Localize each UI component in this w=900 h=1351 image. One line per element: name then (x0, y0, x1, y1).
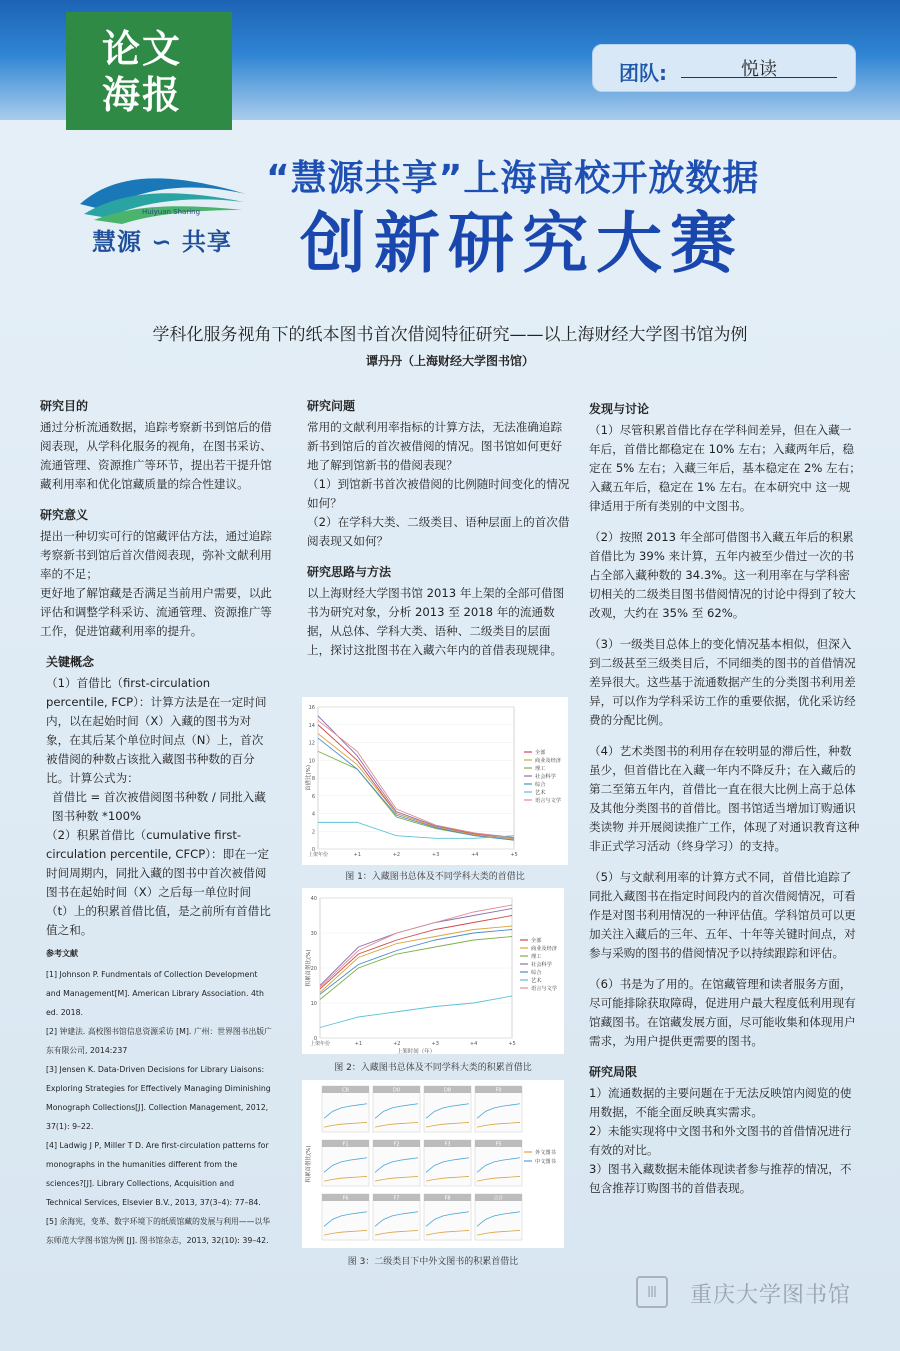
panel-title: F8 (444, 1195, 451, 1202)
meaning-text-2: 更好地了解馆藏是否满足当前用户需要，以此评估和调整学科采访、流通管理、资源推广等工作，促进馆藏利用率的提升。 (40, 586, 272, 638)
meaning-heading: 研究意义 (40, 508, 89, 522)
x-tick-label: +2 (393, 1041, 401, 1047)
method-heading: 研究思路与方法 (307, 565, 392, 579)
x-tick-label: +5 (510, 852, 518, 858)
x-tick-label: +2 (392, 852, 401, 858)
y-axis-label: 首借比(%) (306, 764, 312, 792)
x-tick-label: +5 (508, 1041, 516, 1047)
legend-label: 社会科学 (535, 774, 556, 780)
x-tick-label: 上架年份 (309, 1041, 331, 1047)
x-axis-label: 上架时间（年） (396, 1049, 436, 1054)
y-tick-label: 2 (311, 829, 315, 836)
legend-label: 语言与文学 (535, 798, 561, 804)
concept-cfcp: （2）积累首借比（cumulative first-circulation percentile, CFCP）：即在一定时间周期内，同批入藏的图书中首次被借阅图书在起始时间（X）之后每一单位时间（t）上的积累首借比值，是之前所有首借比值之和。 (46, 828, 271, 937)
x-tick-label: +4 (471, 852, 479, 858)
paper-author: 谭丹丹（上海财经大学图书馆） (365, 354, 534, 368)
figure3-caption: 图 3：二级类目下中外文图书的积累首借比 (347, 1257, 519, 1267)
panel-title: D0 (392, 1087, 401, 1094)
y-tick-label: 8 (311, 776, 315, 782)
panel-title: C8 (342, 1087, 349, 1094)
y-tick-label: 6 (311, 793, 315, 800)
panel-title: F1 (342, 1141, 349, 1148)
legend-label: 中文图书 (535, 1159, 556, 1165)
contest-title-line1: “慧源共享”上海高校开放数据 (266, 158, 760, 199)
limit-3: 3）图书入藏数据未能体现读者参与推荐的情况，不包含推荐订购图书的首借表现。 (589, 1162, 852, 1195)
purpose-heading: 研究目的 (40, 399, 89, 413)
finding-4: （4）艺术类图书的利用存在较明显的滞后性，种数虽少，但首借比在入藏一年内不降反升；在入藏后的第二至第五年内，首借比一直在很大比例上高于总体及其他分类图书的首借比。图书馆适当增加订购通识类读物 并开展阅读推广工作，体现了对通识教育这种非正式学习活动（终身学习）的支持。 (589, 744, 860, 853)
y-tick-label: 40 (310, 896, 317, 902)
team-name: 悦读 (741, 59, 777, 80)
panel-title: 合计 (493, 1195, 504, 1202)
legend-label: 语言与文学 (531, 986, 557, 992)
fcp-formula: 首借比 = 首次被借阅图书种数 / 同批入藏图书种数 *100% (52, 790, 266, 823)
panel-title: F6 (342, 1195, 349, 1202)
figure1-chart (302, 697, 568, 865)
panel-title: F3 (444, 1141, 451, 1148)
x-tick-label: +1 (353, 852, 361, 858)
figure1-caption: 图 1：入藏图书总体及不同学科大类的首借比 (345, 872, 525, 882)
references (46, 944, 272, 1250)
y-axis-label: 积累首借比(%) (306, 949, 312, 987)
legend-label: 商业及经济 (535, 758, 561, 764)
x-tick-label: +4 (469, 1041, 478, 1047)
reference-item: [5] 余海宪，变革、数字环境下的纸质馆藏的发展与利用——以华东师范大学图书馆为例 [J]. 图书馆杂志，2013, 32(10): 39–42. (46, 1217, 271, 1245)
x-tick-label: +1 (354, 1041, 363, 1047)
logo-text: 慧源 ∽ 共享 (92, 228, 232, 256)
legend-label: 综合 (535, 782, 546, 788)
references-heading: 参考文献 (46, 949, 78, 958)
team-label: 团队: (619, 61, 667, 85)
finding-6: （6）书是为了用的。在馆藏管理和读者服务方面，尽可能排除获取障碍，促进用户最大程度低利用现有馆藏图书。在馆藏发展方面，尽可能收集和体现用户需求，为用户提供更需要的图书。 (589, 977, 856, 1048)
y-tick-label: 16 (308, 705, 315, 711)
finding-3: （3）一级类目总体上的变化情况基本相似，但深入到二级甚至三级类目后，不同细类的图书的首借情况差异很大。这些基于流通数据产生的分类图书利用差异，可以作为学科采访工作的重要依据，优化采访经费的分配比例。 (589, 637, 856, 727)
legend-label: 综合 (531, 970, 542, 976)
logo-subtitle: Huiyuan Sharing (142, 208, 201, 216)
y-tick-label: 10 (310, 1001, 317, 1007)
y-tick-label: 30 (310, 931, 317, 937)
y-tick-label: 12 (308, 740, 315, 747)
purpose-text: 通过分析流通数据，追踪考察新书到馆后的借阅表现，从学科化服务的视角，在图书采访、流通管理、资源推广等环节，提出若干提升馆藏利用率和优化馆藏质量的综合性建议。 (40, 420, 272, 491)
method-text: 以上海财经大学图书馆 2013 年上架的全部可借图书为研究对象，分析 2013 至 2018 年的流通数据，从总体、学科大类、语种、二级类目的层面上，探讨这批图书在入藏六年内的首借表现规律。 (307, 586, 565, 657)
findings-heading: 发现与讨论 (589, 402, 650, 416)
reference-item: [2] 钟建法. 高校图书馆信息资源采访 [M]. 广州：世界图书出版广东有限公司, 2014:237 (46, 1027, 272, 1055)
concept-heading: 关键概念 (46, 655, 95, 669)
y-tick-label: 0 (313, 1036, 317, 1042)
meaning-text-1: 提出一种切实可行的馆藏评估方法，通过追踪考察新书到馆后首次借阅表现，弥补文献利用率的不足； (40, 529, 272, 581)
figure2-chart (302, 888, 564, 1054)
legend-label: 艺术 (531, 978, 542, 984)
tag-line2: 海报 (102, 73, 183, 117)
team-underline (681, 77, 837, 78)
tag-line1: 论文 (102, 27, 183, 71)
legend-label: 理工 (535, 766, 546, 772)
y-axis-label: 积累首借比(%) (306, 1145, 312, 1183)
x-tick-label: +3 (431, 1041, 439, 1047)
question-item-1: （1）到馆新书首次被借阅的比例随时间变化的情况如何？ (307, 477, 570, 510)
finding-5: （5）与文献利用率的计算方式不同，首借比追踪了同批入藏图书在指定时间段内的首次借阅情况，可看作是对图书利用情况的一种评估值。学科馆员可以更加关注入藏后的三年、五年、十年等关键时间点，对参与采购的图书的借阅情况予以持续跟踪和评估。 (589, 870, 856, 960)
legend-label: 社会科学 (531, 962, 552, 968)
column-right (589, 400, 861, 1198)
reference-item: [1] Johnson P. Fundmentals of Collection Development and Management[M]. American Library Association. 4th ed. 2018. (46, 970, 264, 1017)
y-tick-label: 0 (311, 847, 315, 853)
reference-item: [3] Jensen K. Data-Driven Decisions for Library Liaisons: Exploring Strategies for Effectively Managing Diminishing Monograph Collections[J]. Collection Management, 2012, 37(1): 9–22. (46, 1065, 271, 1131)
panel-title: F5 (495, 1141, 502, 1148)
question-heading: 研究问题 (307, 399, 356, 413)
question-text: 常用的文献利用率指标的计算方法，无法准确追踪新书到馆后的首次被借阅的情况。图书馆如何更好地了解到馆新书的借阅表现？ (307, 420, 563, 472)
column-middle (307, 397, 573, 660)
legend-label: 外文图书 (535, 1150, 556, 1156)
legend-label: 理工 (531, 954, 542, 960)
finding-1: （1）尽管积累首借比存在学科间差异，但在入藏一年后，首借比都稳定在 10% 左右；入藏两年后，稳定在 5% 左右；入藏三年后，基本稳定在 2% 左右；入藏五年后，稳定在 1% 左右。在本研究中 这一规律适用于所有类别的中文图书。 (589, 423, 861, 513)
figure2-caption: 图 2：入藏图书总体及不同学科大类的积累首借比 (334, 1063, 532, 1073)
panel-title: F0 (495, 1087, 502, 1094)
reference-item: [4] Ladwig J P, Miller T D. Are first-circulation patterns for monographs in the humanities different from the sciences?[J]. Library Collections, Acquisition and Technical Services, Elsevier B.V., 2013, 37(3–4): 77–84. (46, 1141, 269, 1207)
watermark-text: 重庆大学图书馆 (690, 1283, 852, 1308)
panel-title: F7 (393, 1195, 400, 1202)
limits-heading: 研究局限 (589, 1065, 638, 1079)
y-tick-label: 20 (310, 966, 317, 972)
limit-2: 2）未能实现将中文图书和外文图书的首借情况进行有效的对比。 (589, 1124, 852, 1157)
y-tick-label: 10 (308, 758, 315, 765)
library-icon: Ⅲ (636, 1276, 668, 1308)
column-left (40, 397, 272, 1250)
watermark (636, 1274, 872, 1314)
legend-label: 全部 (535, 750, 546, 756)
legend-label: 艺术 (535, 790, 546, 796)
paper-poster-tag (66, 12, 232, 130)
finding-2: （2）按照 2013 年全部可借图书入藏五年后的积累首借比为 39% 来计算，五年内被至少借过一次的书占全部入藏种数的 34.3%。这一利用率在与学科密切相关的二级类目图书借阅情况的讨论中得到了较大改观，大约在 35% 至 62%。 (589, 530, 856, 620)
panel-title: D8 (443, 1087, 452, 1094)
x-tick-label: 上架年份 (307, 852, 329, 858)
concept-fcp: （1）首借比（first-circulation percentile, FCP）：计算方法是在一定时间内，以在起始时间（X）入藏的图书为对象，在其后某个单位时间点（N）上，首次被借阅的种数占该批入藏图书种数的百分比。计算公式为： (46, 676, 267, 785)
question-item-2: （2）在学科大类、二级类目、语种层面上的首次借阅表现又如何？ (307, 515, 570, 548)
legend-label: 商业及经济 (531, 946, 557, 952)
limit-1: 1）流通数据的主要问题在于无法反映馆内阅览的使用数据，不能全面反映真实需求。 (589, 1086, 852, 1119)
contest-title-line2: 创新研究大赛 (300, 205, 744, 282)
y-tick-label: 14 (308, 722, 315, 729)
panel-title: F2 (393, 1141, 400, 1148)
figure3-chart (302, 1080, 564, 1248)
paper-title: 学科化服务视角下的纸本图书首次借阅特征研究——以上海财经大学图书馆为例 (152, 325, 748, 345)
y-tick-label: 4 (311, 811, 315, 818)
x-tick-label: +3 (431, 852, 440, 858)
legend-label: 全部 (531, 938, 542, 944)
team-box (592, 44, 856, 92)
